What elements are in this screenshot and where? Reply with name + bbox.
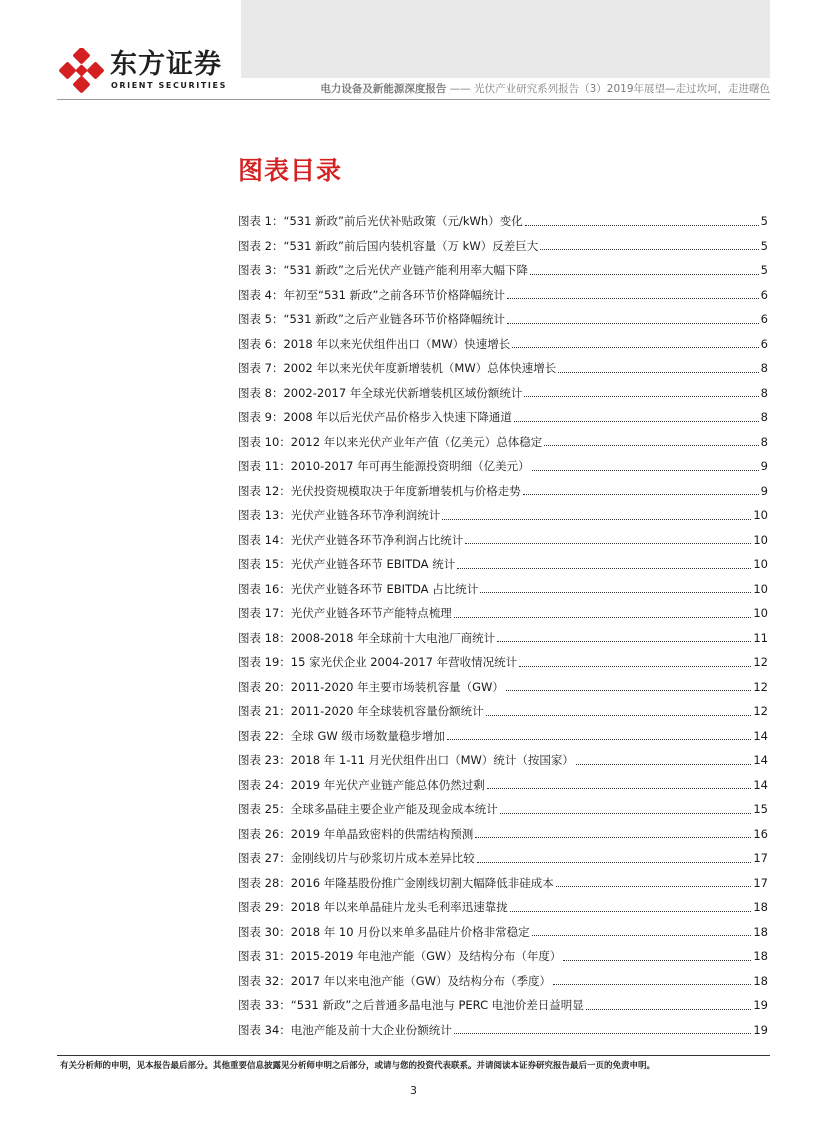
toc-dot-leader bbox=[442, 519, 751, 520]
toc-entry[interactable] bbox=[238, 381, 768, 406]
toc-entry-title: 金刚线切片与砂浆切片成本差异比较 bbox=[290, 851, 475, 865]
toc-entry[interactable] bbox=[238, 773, 768, 798]
toc-dot-leader bbox=[558, 372, 758, 373]
toc-entry-page: 8 bbox=[760, 434, 768, 449]
toc-entry-title: 光伏产业链各环节 EBITDA 统计 bbox=[290, 557, 456, 571]
toc-entry-page: 12 bbox=[753, 679, 768, 694]
toc-entry[interactable] bbox=[238, 479, 768, 504]
toc-entry-label: 图表 28： bbox=[238, 875, 291, 890]
toc-dot-leader bbox=[556, 886, 752, 887]
toc-dot-leader bbox=[530, 274, 759, 275]
toc-dot-leader bbox=[523, 494, 759, 495]
toc-entry-title: 2008 年以后光伏产品价格步入快速下降通道 bbox=[283, 410, 512, 424]
toc-entry-title: 2018 年 1-11 月光伏组件出口（MW）统计（按国家） bbox=[290, 753, 574, 767]
toc-entry-page: 12 bbox=[753, 704, 768, 718]
toc-dot-leader bbox=[465, 543, 751, 544]
toc-entry-page: 18 bbox=[753, 924, 768, 939]
toc-entry[interactable] bbox=[238, 650, 768, 675]
toc-entry-page: 14 bbox=[753, 728, 768, 743]
toc-entry[interactable] bbox=[238, 724, 768, 749]
toc-dot-leader bbox=[506, 690, 751, 691]
toc-entry-title: “531 新政”之后普通多晶电池与 PERC 电池价差日益明显 bbox=[290, 998, 584, 1012]
toc-entry-page: 6 bbox=[760, 336, 768, 351]
footer-divider bbox=[57, 1055, 770, 1056]
toc-entry-title: 2008-2018 年全球前十大电池厂商统计 bbox=[290, 630, 496, 645]
toc-entry-title: 2018 年以来光伏组件出口（MW）快速增长 bbox=[283, 336, 511, 351]
toc-entry-page: 10 bbox=[753, 557, 768, 571]
toc-entry[interactable] bbox=[238, 307, 768, 332]
toc-entry-title: “531 新政”之后产业链各环节价格降幅统计 bbox=[283, 312, 506, 326]
company-logo bbox=[58, 48, 233, 94]
toc-entry-title: “531 新政”前后国内装机容量（万 kW）反差巨大 bbox=[283, 238, 539, 253]
toc-entry-page: 9 bbox=[760, 459, 768, 473]
toc-entry-page: 18 bbox=[753, 949, 768, 963]
toc-entry-title: 全球多晶硅主要企业产能及现金成本统计 bbox=[290, 802, 498, 816]
toc-entry-page: 6 bbox=[760, 287, 768, 302]
footer-disclaimer: 有关分析师的申明，见本报告最后部分。其他重要信息披露见分析师申明之后部分，或请与您的投资代表联系。并请阅读本证券研究报告最后一页的免责申明。 bbox=[60, 1061, 656, 1071]
toc-entry[interactable] bbox=[238, 846, 768, 871]
toc-entry[interactable] bbox=[238, 895, 768, 920]
toc-entry-label: 图表 23： bbox=[238, 753, 291, 767]
toc-entry[interactable] bbox=[238, 283, 768, 308]
toc-entry-title: 2010-2017 年可再生能源投资明细（亿美元） bbox=[290, 459, 530, 473]
toc-entry-page: 5 bbox=[760, 238, 768, 253]
toc-entry-title: 年初至“531 新政”之前各环节价格降幅统计 bbox=[283, 287, 506, 302]
toc-entry-label: 图表 2： bbox=[238, 238, 284, 253]
toc-entry-title: 2012 年以来光伏产业年产值（亿美元）总体稳定 bbox=[290, 434, 543, 449]
toc-entry[interactable] bbox=[238, 822, 768, 847]
toc-entry-label: 图表 22： bbox=[238, 728, 291, 743]
toc-entry-label: 图表 12： bbox=[238, 483, 291, 498]
header-grey-block bbox=[241, 0, 770, 78]
toc-dot-leader bbox=[510, 911, 752, 912]
header-separator: —— bbox=[449, 83, 471, 95]
toc-entry-label: 图表 13： bbox=[238, 508, 291, 522]
toc-entry-label: 图表 5： bbox=[238, 312, 284, 326]
toc-entry-page: 10 bbox=[753, 508, 768, 522]
toc-dot-leader bbox=[544, 445, 758, 446]
toc-entry-title: 15 家光伏企业 2004-2017 年营收情况统计 bbox=[290, 655, 518, 669]
toc-entry-title: 2002 年以来光伏年度新增装机（MW）总体快速增长 bbox=[283, 361, 557, 375]
toc-entry[interactable] bbox=[238, 969, 768, 994]
toc-entry[interactable] bbox=[238, 748, 768, 773]
toc-entry-label: 图表 27： bbox=[238, 851, 291, 865]
logo-english-name: ORIENT SECURITIES bbox=[111, 81, 227, 90]
toc-entry[interactable] bbox=[238, 258, 768, 283]
toc-dot-leader bbox=[454, 617, 752, 618]
toc-entry-label: 图表 24： bbox=[238, 777, 291, 792]
toc-entry-page: 8 bbox=[760, 385, 768, 400]
toc-entry-title: 2015-2019 年电池产能（GW）及结构分布（年度） bbox=[290, 949, 562, 963]
toc-entry-title: 光伏产业链各环节净利润占比统计 bbox=[290, 532, 464, 547]
toc-dot-leader bbox=[475, 837, 751, 838]
toc-dot-leader bbox=[480, 592, 751, 593]
toc-entry-title: “531 新政”之后光伏产业链产能利用率大幅下降 bbox=[283, 263, 529, 277]
toc-entry-page: 5 bbox=[760, 263, 768, 277]
toc-entry-page: 18 bbox=[753, 900, 768, 914]
toc-dot-leader bbox=[532, 470, 759, 471]
toc-title: 图表目录 bbox=[238, 156, 343, 185]
toc-entry[interactable] bbox=[238, 577, 768, 602]
toc-entry-title: 2018 年以来单晶硅片龙头毛利率迅速靠拢 bbox=[290, 900, 508, 914]
toc-entry[interactable] bbox=[238, 234, 768, 259]
toc-dot-leader bbox=[563, 960, 751, 961]
toc-entry[interactable] bbox=[238, 993, 768, 1018]
toc-entry-label: 图表 29： bbox=[238, 900, 291, 914]
toc-entry[interactable] bbox=[238, 528, 768, 553]
toc-dot-leader bbox=[507, 298, 759, 299]
toc-entry-page: 16 bbox=[753, 826, 768, 841]
toc-dot-leader bbox=[524, 396, 758, 397]
orient-logo-icon bbox=[58, 48, 104, 94]
toc-entry-label: 图表 3： bbox=[238, 263, 284, 277]
toc-entry-title: 光伏产业链各环节净利润统计 bbox=[290, 508, 441, 522]
toc-dot-leader bbox=[514, 421, 759, 422]
toc-entry-page: 12 bbox=[753, 655, 768, 669]
toc-dot-leader bbox=[512, 347, 758, 348]
report-type: 电力设备及新能源深度报告 bbox=[320, 83, 447, 95]
toc-entry[interactable] bbox=[238, 626, 768, 651]
report-title: 光伏产业研究系列报告（3）2019年展望—走过坎坷，走进曙色 bbox=[474, 83, 770, 95]
toc-entry[interactable] bbox=[238, 675, 768, 700]
toc-entry[interactable] bbox=[238, 797, 768, 822]
toc-entry-page: 10 bbox=[753, 606, 768, 620]
toc-dot-leader bbox=[497, 641, 751, 642]
toc-entry-label: 图表 32： bbox=[238, 973, 291, 988]
toc-entry-title: 2002-2017 年全球光伏新增装机区域份额统计 bbox=[283, 385, 523, 400]
toc-entry-label: 图表 10： bbox=[238, 434, 291, 449]
toc-entry-page: 10 bbox=[753, 532, 768, 547]
toc-entry[interactable] bbox=[238, 430, 768, 455]
toc-entry-label: 图表 20： bbox=[238, 679, 291, 694]
toc-entry-title: 光伏投资规模取决于年度新增装机与价格走势 bbox=[290, 483, 521, 498]
toc-dot-leader bbox=[519, 666, 751, 667]
toc-entry-page: 9 bbox=[760, 483, 768, 498]
toc-dot-leader bbox=[477, 862, 752, 863]
toc-entry-label: 图表 7： bbox=[238, 361, 284, 375]
toc-entry-page: 8 bbox=[760, 410, 768, 424]
toc-entry-title: 2018 年 10 月份以来单多晶硅片价格非常稳定 bbox=[290, 924, 530, 939]
toc-entry-label: 图表 11： bbox=[238, 459, 291, 473]
toc-entry-page: 5 bbox=[760, 214, 768, 228]
toc-entry-title: “531 新政”前后光伏补贴政策（元/kWh）变化 bbox=[283, 214, 523, 228]
toc-entry[interactable] bbox=[238, 552, 768, 577]
toc-dot-leader bbox=[454, 1033, 752, 1034]
toc-entry-page: 19 bbox=[753, 1022, 768, 1037]
logo-chinese-name: 东方证券 bbox=[110, 49, 222, 80]
toc-entry-label: 图表 34： bbox=[238, 1022, 291, 1037]
toc-entry-page: 10 bbox=[753, 581, 768, 596]
toc-entry-title: 2017 年以来电池产能（GW）及结构分布（季度） bbox=[290, 973, 551, 988]
toc-entry[interactable] bbox=[238, 356, 768, 381]
toc-entry-title: 2011-2020 年全球装机容量份额统计 bbox=[290, 704, 484, 718]
toc-dot-leader bbox=[507, 323, 759, 324]
toc-dot-leader bbox=[447, 739, 751, 740]
toc-dot-leader bbox=[487, 788, 752, 789]
toc-entry-title: 光伏产业链各环节 EBITDA 占比统计 bbox=[290, 581, 479, 596]
toc-entry[interactable] bbox=[238, 332, 768, 357]
toc-dot-leader bbox=[532, 935, 752, 936]
toc-entry[interactable] bbox=[238, 503, 768, 528]
toc-entry-title: 2019 年单晶致密料的供需结构预测 bbox=[290, 826, 474, 841]
toc-entry-title: 全球 GW 级市场数量稳步增加 bbox=[290, 728, 445, 743]
toc-entry-label: 图表 33： bbox=[238, 998, 291, 1012]
toc-entry[interactable] bbox=[238, 920, 768, 945]
toc-entry-title: 2016 年隆基股份推广金刚线切割大幅降低非硅成本 bbox=[290, 875, 554, 890]
toc-entry-page: 8 bbox=[760, 361, 768, 375]
toc-entry-page: 18 bbox=[753, 973, 768, 988]
toc-entry-page: 15 bbox=[753, 802, 768, 816]
toc-entry-label: 图表 1： bbox=[238, 214, 284, 228]
toc-entry-page: 19 bbox=[753, 998, 768, 1012]
report-header bbox=[320, 82, 770, 96]
toc-entry-title: 电池产能及前十大企业份额统计 bbox=[290, 1022, 452, 1037]
toc-entry[interactable] bbox=[238, 454, 768, 479]
toc-entry-page: 11 bbox=[753, 630, 768, 645]
toc-entry[interactable] bbox=[238, 601, 768, 626]
toc-entry-page: 17 bbox=[753, 851, 768, 865]
header-divider bbox=[57, 99, 770, 100]
toc-entry-page: 14 bbox=[753, 777, 768, 792]
toc-entry-label: 图表 4： bbox=[238, 287, 284, 302]
toc-list bbox=[238, 209, 768, 1042]
toc-entry-title: 2011-2020 年主要市场装机容量（GW） bbox=[290, 679, 504, 694]
toc-dot-leader bbox=[553, 984, 751, 985]
toc-entry[interactable] bbox=[238, 871, 768, 896]
toc-entry[interactable] bbox=[238, 405, 768, 430]
toc-entry-page: 6 bbox=[760, 312, 768, 326]
toc-dot-leader bbox=[540, 249, 758, 250]
toc-entry-label: 图表 26： bbox=[238, 826, 291, 841]
toc-entry[interactable] bbox=[238, 699, 768, 724]
toc-entry[interactable] bbox=[238, 1018, 768, 1043]
toc-dot-leader bbox=[586, 1009, 752, 1010]
toc-entry[interactable] bbox=[238, 209, 768, 234]
toc-entry-label: 图表 9： bbox=[238, 410, 284, 424]
toc-entry-label: 图表 17： bbox=[238, 606, 291, 620]
toc-entry-label: 图表 21： bbox=[238, 704, 291, 718]
toc-entry-title: 2019 年光伏产业链产能总体仍然过剩 bbox=[290, 777, 485, 792]
toc-entry-label: 图表 6： bbox=[238, 336, 284, 351]
toc-dot-leader bbox=[500, 813, 752, 814]
page-number: 3 bbox=[410, 1084, 417, 1097]
toc-dot-leader bbox=[486, 715, 752, 716]
toc-entry-label: 图表 25： bbox=[238, 802, 291, 816]
toc-entry-label: 图表 30： bbox=[238, 924, 291, 939]
toc-dot-leader bbox=[457, 568, 751, 569]
toc-entry-label: 图表 8： bbox=[238, 385, 284, 400]
toc-entry-label: 图表 16： bbox=[238, 581, 291, 596]
toc-entry-title: 光伏产业链各环节产能特点梳理 bbox=[290, 606, 452, 620]
toc-entry[interactable] bbox=[238, 944, 768, 969]
toc-dot-leader bbox=[576, 764, 751, 765]
toc-entry-label: 图表 19： bbox=[238, 655, 291, 669]
toc-entry-label: 图表 14： bbox=[238, 532, 291, 547]
toc-entry-label: 图表 18： bbox=[238, 630, 291, 645]
toc-entry-label: 图表 15： bbox=[238, 557, 291, 571]
toc-entry-page: 17 bbox=[753, 875, 768, 890]
toc-entry-page: 14 bbox=[753, 753, 768, 767]
toc-entry-label: 图表 31： bbox=[238, 949, 291, 963]
toc-dot-leader bbox=[525, 225, 759, 226]
